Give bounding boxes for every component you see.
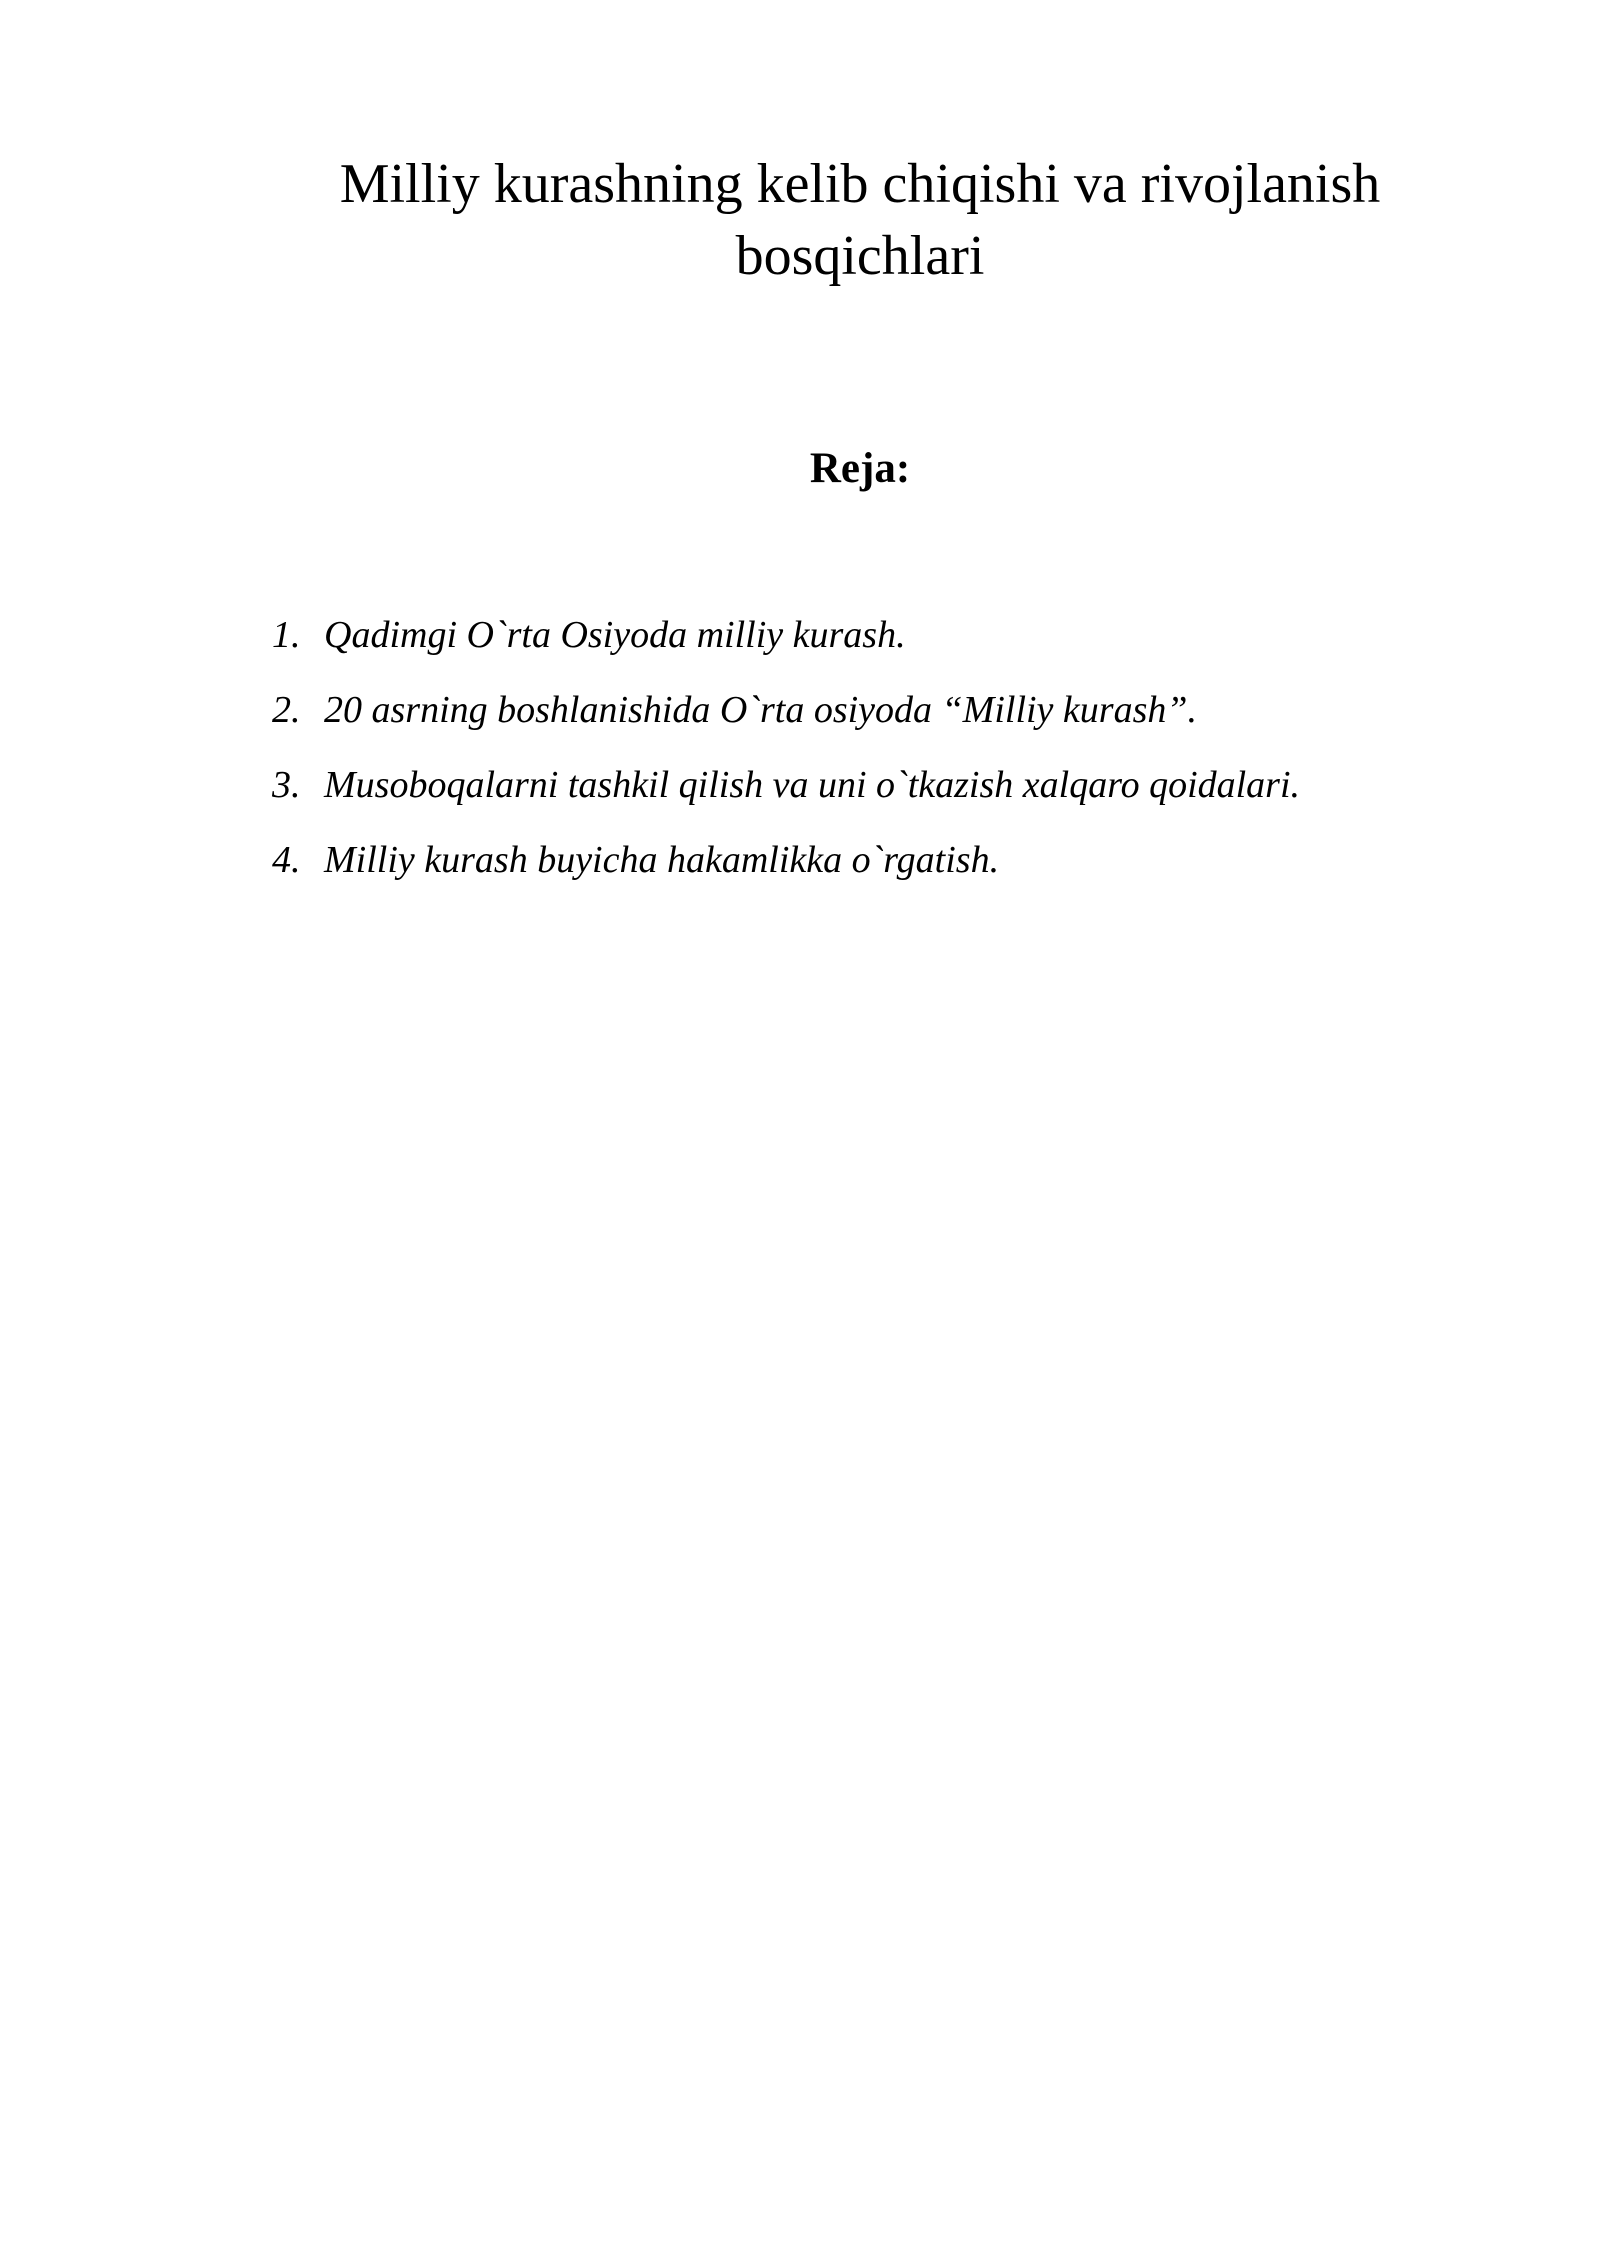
plan-item bbox=[272, 831, 1300, 906]
plan-item-text: Milliy kurash buyicha hakamlikka o`rgatish. bbox=[324, 839, 1000, 881]
plan-item-text: Qadimgi O`rta Osiyoda milliy kurash. bbox=[324, 614, 906, 656]
plan-item-number: 4. bbox=[272, 839, 301, 881]
plan-list bbox=[272, 606, 1300, 906]
plan-item bbox=[272, 681, 1300, 756]
plan-item-number: 1. bbox=[272, 614, 301, 656]
plan-heading: Reja: bbox=[809, 445, 911, 492]
plan-item-number: 2. bbox=[272, 689, 301, 731]
plan-item bbox=[272, 756, 1300, 831]
plan-item bbox=[272, 606, 1300, 681]
document-title: Milliy kurashning kelib chiqishi va rivojlanish bosqichlari bbox=[339, 153, 1381, 287]
plan-item-number: 3. bbox=[272, 764, 301, 806]
plan-item-text: Musoboqalarni tashkil qilish va uni o`tkazish xalqaro qoidalari. bbox=[324, 764, 1301, 806]
plan-item-text: 20 asrning boshlanishida O`rta osiyoda “Milliy kurash”. bbox=[324, 689, 1197, 731]
